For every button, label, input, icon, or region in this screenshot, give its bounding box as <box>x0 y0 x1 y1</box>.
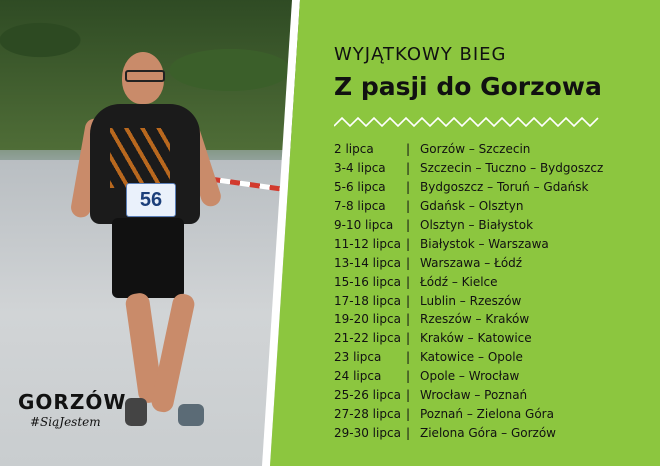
schedule-list <box>334 140 634 442</box>
schedule-row <box>334 140 634 159</box>
schedule-row <box>334 234 634 253</box>
schedule-row <box>334 216 634 235</box>
runner-shoe-right <box>178 404 204 426</box>
schedule-row <box>334 178 634 197</box>
schedule-row <box>334 272 634 291</box>
schedule-route: Poznań – Zielona Góra <box>420 406 554 421</box>
schedule-route: Zielona Góra – Gorzów <box>420 425 556 440</box>
schedule-separator: | <box>406 236 411 251</box>
schedule-route: Białystok – Warszawa <box>420 236 549 251</box>
schedule-separator: | <box>406 331 411 346</box>
schedule-separator: | <box>406 255 411 270</box>
schedule-row <box>334 348 634 367</box>
schedule-route: Katowice – Opole <box>420 350 523 365</box>
schedule-separator: | <box>406 388 411 403</box>
schedule-separator: | <box>406 369 411 384</box>
gorzow-logo <box>18 390 128 429</box>
schedule-date: 2 lipca <box>334 142 374 157</box>
schedule-date: 15-16 lipca <box>334 274 401 289</box>
event-subtitle: WYJĄTKOWY BIEG <box>334 44 507 65</box>
schedule-date: 17-18 lipca <box>334 293 401 308</box>
zigzag-divider <box>334 116 604 128</box>
schedule-separator: | <box>406 425 411 440</box>
runner-figure <box>70 48 230 448</box>
schedule-row <box>334 423 634 442</box>
schedule-row <box>334 310 634 329</box>
schedule-row <box>334 386 634 405</box>
schedule-date: 23 lipca <box>334 350 382 365</box>
schedule-date: 11-12 lipca <box>334 236 401 251</box>
runner-glasses <box>125 70 165 82</box>
schedule-route: Gorzów – Szczecin <box>420 142 531 157</box>
schedule-date: 29-30 lipca <box>334 425 401 440</box>
schedule-route: Łódź – Kielce <box>420 274 498 289</box>
schedule-row <box>334 291 634 310</box>
schedule-date: 7-8 lipca <box>334 199 386 214</box>
logo-name: GORZÓW <box>18 390 127 414</box>
schedule-route: Gdańsk – Olsztyn <box>420 199 524 214</box>
schedule-date: 3-4 lipca <box>334 161 386 176</box>
schedule-row <box>334 329 634 348</box>
schedule-separator: | <box>406 293 411 308</box>
schedule-date: 25-26 lipca <box>334 388 401 403</box>
schedule-row <box>334 367 634 386</box>
schedule-date: 19-20 lipca <box>334 312 401 327</box>
schedule-separator: | <box>406 350 411 365</box>
schedule-route: Rzeszów – Kraków <box>420 312 530 327</box>
schedule-separator: | <box>406 406 411 421</box>
schedule-route: Szczecin – Tuczno – Bydgoszcz <box>420 161 604 176</box>
schedule-route: Warszawa – Łódź <box>420 255 523 270</box>
schedule-route: Olsztyn – Białystok <box>420 218 534 232</box>
schedule-row <box>334 159 634 178</box>
schedule-separator: | <box>406 199 411 214</box>
race-bib: 56 <box>126 183 176 217</box>
schedule-date: 9-10 lipca <box>334 218 394 232</box>
event-title: Z pasji do Gorzowa <box>334 72 602 101</box>
logo-tagline: #SiąJestem <box>30 415 101 429</box>
schedule-separator: | <box>406 142 411 157</box>
runner-shoe-left <box>125 398 147 426</box>
schedule-row <box>334 253 634 272</box>
schedule-date: 21-22 lipca <box>334 331 401 346</box>
schedule-route: Wrocław – Poznań <box>420 388 528 403</box>
schedule-separator: | <box>406 161 411 176</box>
shirt-pattern <box>110 128 170 188</box>
schedule-separator: | <box>406 180 411 195</box>
schedule-separator: | <box>406 218 411 232</box>
schedule-separator: | <box>406 274 411 289</box>
schedule-date: 5-6 lipca <box>334 180 386 195</box>
schedule-route: Bydgoszcz – Toruń – Gdańsk <box>420 180 589 195</box>
schedule-date: 27-28 lipca <box>334 406 401 421</box>
schedule-date: 13-14 lipca <box>334 255 401 270</box>
schedule-separator: | <box>406 312 411 327</box>
schedule-route: Opole – Wrocław <box>420 369 520 384</box>
schedule-row <box>334 197 634 216</box>
schedule-date: 24 lipca <box>334 369 382 384</box>
schedule-route: Kraków – Katowice <box>420 331 532 346</box>
runner-shorts <box>112 218 184 298</box>
schedule-route: Lublin – Rzeszów <box>420 293 522 308</box>
schedule-row <box>334 404 634 423</box>
